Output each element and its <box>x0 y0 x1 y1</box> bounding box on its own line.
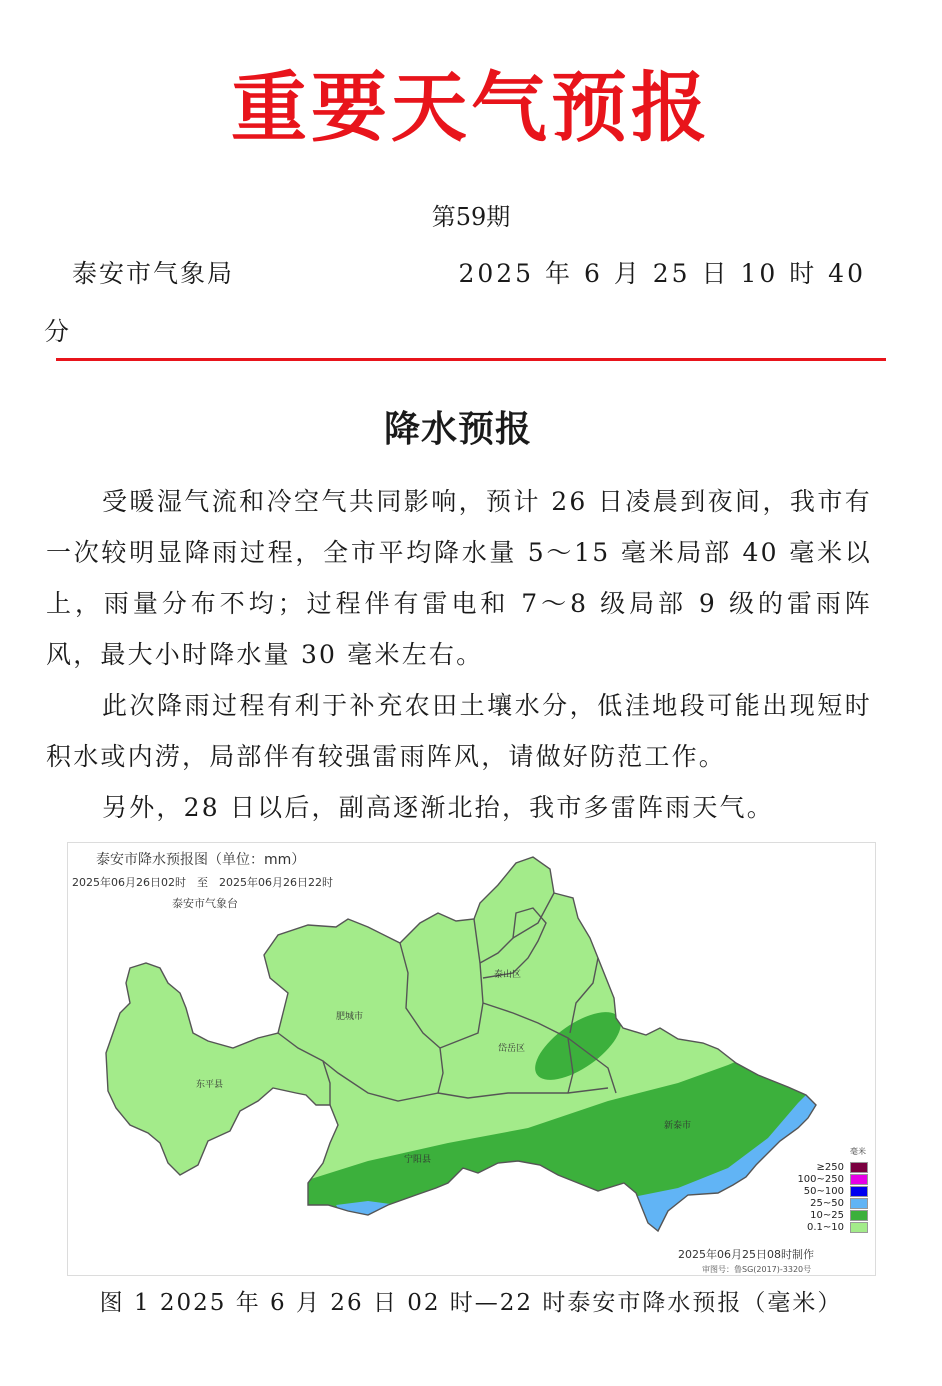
masthead-title: 重要天气预报 <box>231 63 711 152</box>
legend-item <box>774 1222 874 1234</box>
legend-item <box>774 1198 874 1210</box>
section-title: 降水预报 <box>383 409 532 450</box>
map-period: 2025年06月26日02时 至 2025年06月26日22时 <box>72 876 333 889</box>
precipitation-map <box>67 842 876 1276</box>
legend-label: ≥250 <box>816 1162 844 1173</box>
legend-label: 100~250 <box>797 1174 844 1185</box>
paragraph: 此次降雨过程有利于补充农田土壤水分，低洼地段可能出现短时积水或内涝，局部伴有较强雷雨阵风，请做好防范工作。 <box>46 691 872 771</box>
map-approval-number: 审图号：鲁SG(2017)-3320号 <box>702 1265 812 1274</box>
red-divider <box>56 358 886 361</box>
issuer: 泰安市气象局 <box>72 259 235 288</box>
legend-item <box>774 1210 874 1222</box>
issue-time: 2025 年 6 月 25 日 10 时 40 <box>458 259 866 288</box>
legend-swatch <box>850 1222 868 1233</box>
paragraph: 受暖湿气流和冷空气共同影响，预计 26 日凌晨到夜间，我市有一次较明显降雨过程，全市平均降水量 5～15 毫米局部 40 毫米以上，雨量分布不均；过程伴有雷电和 7～8 级局部 9 级的雷雨阵风，最大小时降水量 30 毫米左右。 <box>46 487 872 669</box>
region-label-feicheng: 肥城市 <box>336 1012 364 1022</box>
legend-swatch <box>850 1186 868 1197</box>
legend-unit: 毫米 <box>850 1147 866 1156</box>
legend-label: 50~100 <box>803 1186 844 1197</box>
map-title: 泰安市降水预报图（单位：mm） <box>96 852 306 868</box>
region-label-xintai: 新泰市 <box>664 1121 692 1131</box>
paragraph: 另外，28 日以后，副高逐渐北抬，我市多雷阵雨天气。 <box>102 793 774 822</box>
legend-swatch <box>850 1162 868 1173</box>
legend-item <box>774 1162 874 1174</box>
issue-number: 第59期 <box>431 203 511 231</box>
legend-swatch <box>850 1174 868 1185</box>
region-label-daiyue: 岱岳区 <box>498 1044 526 1054</box>
legend-item <box>774 1186 874 1198</box>
region-label-ningyang: 宁阳县 <box>404 1155 432 1165</box>
figure-caption: 图 1 2025 年 6 月 26 日 02 时—22 时泰安市降水预报（毫米） <box>99 1290 843 1316</box>
legend-label: 0.1~10 <box>806 1222 844 1233</box>
legend-label: 10~25 <box>810 1210 844 1221</box>
legend-swatch <box>850 1210 868 1221</box>
legend-swatch <box>850 1198 868 1209</box>
issue-time-tail: 分 <box>44 317 70 346</box>
map-made-time: 2025年06月25日08时制作 <box>678 1248 814 1261</box>
region-label-dongping: 东平县 <box>196 1080 224 1090</box>
map-agency: 泰安市气象台 <box>172 897 238 910</box>
legend-label: 25~50 <box>810 1198 844 1209</box>
legend-item <box>774 1174 874 1186</box>
region-label-taishan: 泰山区 <box>494 970 522 980</box>
